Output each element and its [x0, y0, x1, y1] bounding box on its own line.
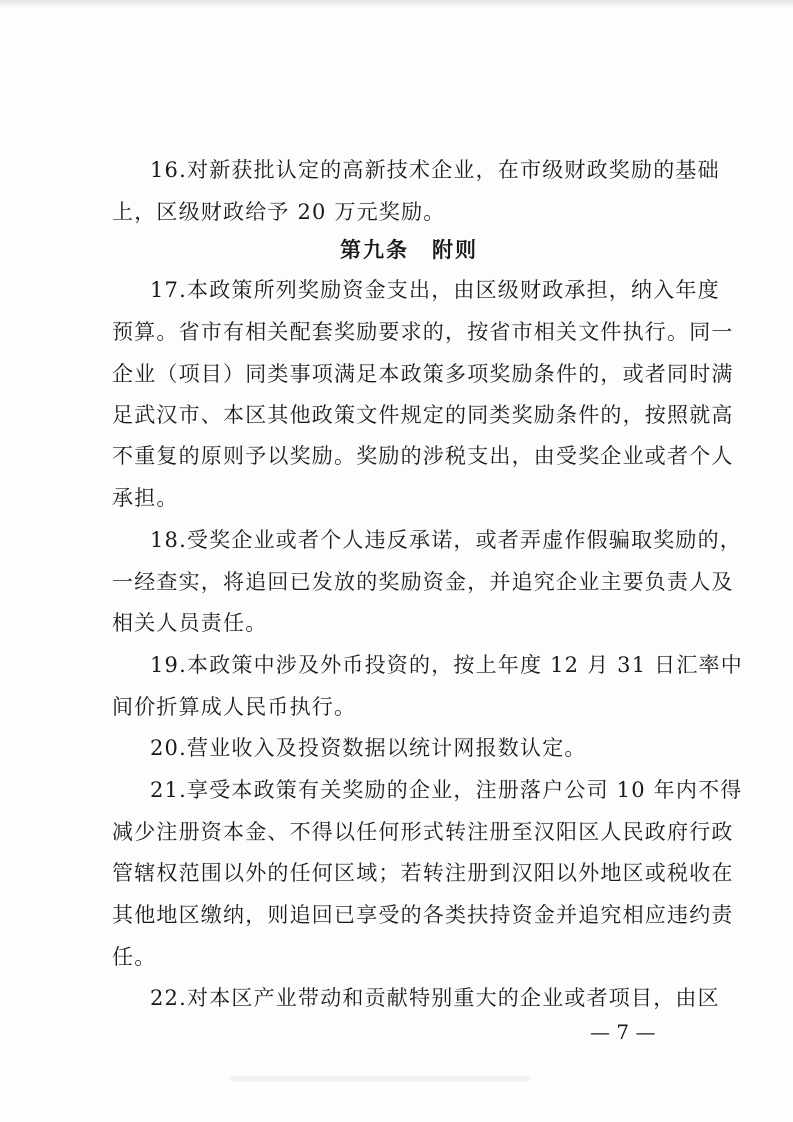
body-line [0, 643, 793, 687]
body-line [0, 601, 793, 645]
line-text: 上，区级财政给予 20 万元奖励。 [112, 200, 446, 224]
body-line [0, 685, 793, 729]
body-line [0, 268, 793, 312]
body-line [0, 393, 793, 437]
body-line [0, 726, 793, 770]
body-line [0, 935, 793, 979]
body-line [0, 148, 793, 192]
line-text: 一经查实，将追回已发放的奖励资金，并追究企业主要负责人及 [112, 570, 734, 594]
body-line [0, 434, 793, 478]
body-line [0, 560, 793, 604]
scan-smudge [230, 1076, 530, 1082]
body-line [0, 768, 793, 812]
line-text: 企业（项目）同类事项满足本政策多项奖励条件的，或者同时满 [112, 362, 734, 386]
line-text: 17.本政策所列奖励资金支出，由区级财政承担，纳入年度 [150, 278, 720, 302]
line-text: 任。 [112, 945, 157, 969]
body-line [0, 518, 793, 562]
page-number [0, 1010, 793, 1054]
body-line [0, 476, 793, 520]
line-text: 间价折算成人民币执行。 [112, 695, 357, 719]
page-number-text: — 7 — [590, 1020, 656, 1044]
line-text: 不重复的原则予以奖励。奖励的涉税支出，由受奖企业或者个人 [112, 444, 734, 468]
line-text: 16.对新获批认定的高新技术企业，在市级财政奖励的基础 [150, 158, 720, 182]
line-text: 足武汉市、本区其他政策文件规定的同类奖励条件的，按照就高 [112, 403, 734, 427]
line-text: 减少注册资本金、不得以任何形式转注册至汉阳区人民政府行政 [112, 820, 734, 844]
line-text: 相关人员责任。 [112, 611, 268, 635]
line-text: 预算。省市有相关配套奖励要求的，按省市相关文件执行。同一 [112, 320, 734, 344]
section-heading [0, 228, 793, 272]
line-text: 20.营业收入及投资数据以统计网报数认定。 [150, 736, 587, 760]
body-line [0, 310, 793, 354]
line-text: 21.享受本政策有关奖励的企业，注册落户公司 10 年内不得 [150, 778, 743, 802]
body-line [0, 893, 793, 937]
body-line [0, 352, 793, 396]
line-text: 其他地区缴纳，则追回已享受的各类扶持资金并追究相应违约责 [112, 903, 734, 927]
line-text: 管辖权范围以外的任何区域；若转注册到汉阳以外地区或税收在 [112, 861, 734, 885]
scan-shadow [0, 0, 793, 8]
body-line [0, 851, 793, 895]
body-line [0, 810, 793, 854]
line-text: 19.本政策中涉及外币投资的，按上年度 12 月 31 日汇率中 [150, 653, 743, 677]
heading-text: 第九条 附则 [340, 237, 478, 262]
line-text: 22.对本区产业带动和贡献特别重大的企业或者项目，由区 [150, 986, 720, 1010]
line-text: 18.受奖企业或者个人违反承诺，或者弄虚作假骗取奖励的， [150, 528, 742, 552]
line-text: 承担。 [112, 486, 179, 510]
